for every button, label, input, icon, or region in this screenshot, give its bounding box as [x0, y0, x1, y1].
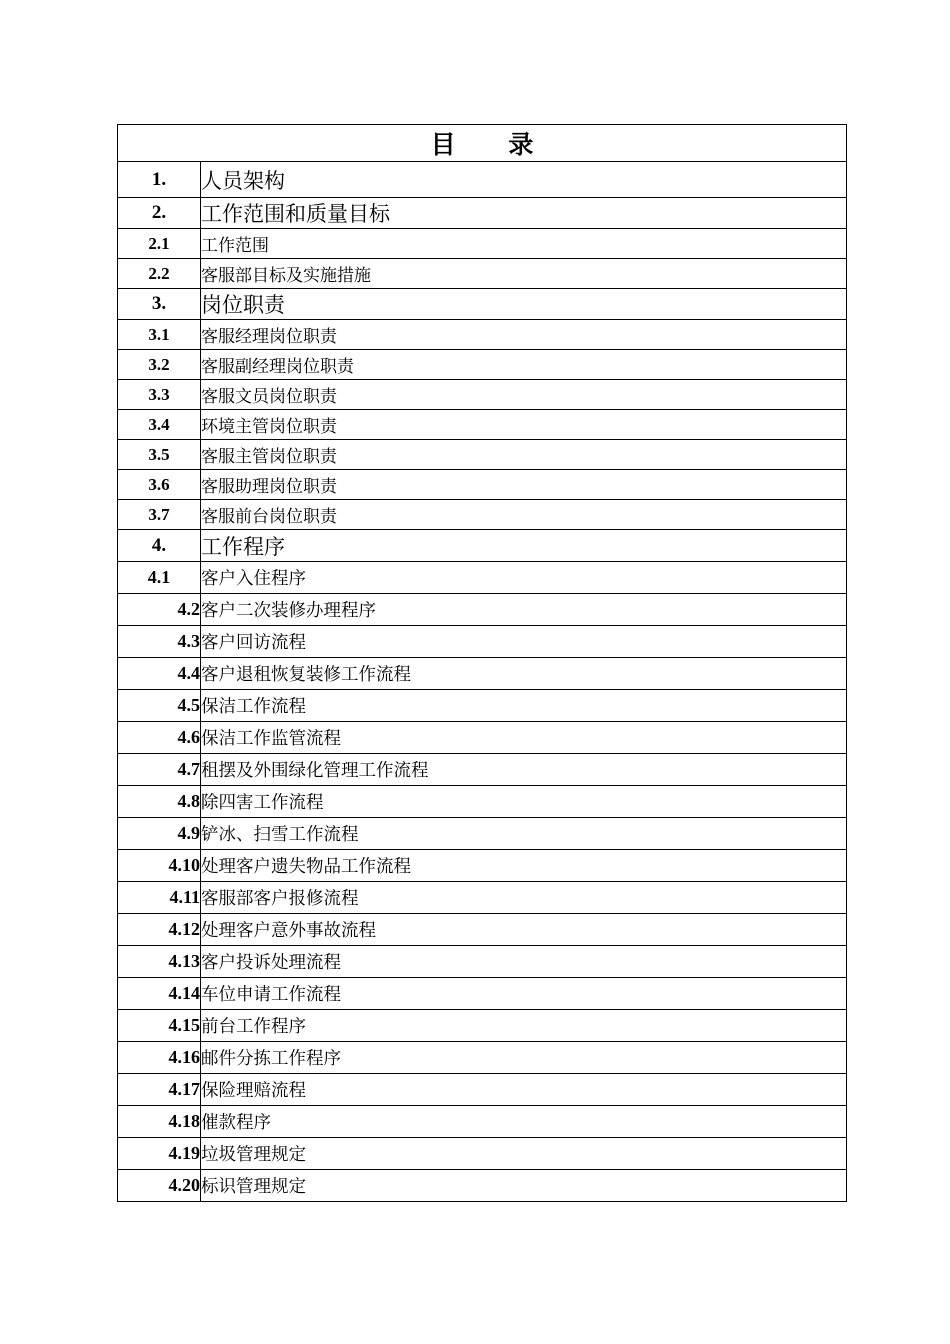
- toc-row[interactable]: [118, 229, 847, 259]
- toc-entry[interactable]: 客户二次装修办理程序: [201, 594, 847, 626]
- toc-number: 4.9: [118, 818, 201, 850]
- toc-row[interactable]: [118, 1042, 847, 1074]
- toc-row[interactable]: [118, 754, 847, 786]
- toc-number: 4.17: [118, 1074, 201, 1106]
- toc-row[interactable]: [118, 562, 847, 594]
- toc-number: 4.13: [118, 946, 201, 978]
- toc-row[interactable]: [118, 410, 847, 440]
- toc-number: 4.20: [118, 1170, 201, 1202]
- table-of-contents: [117, 124, 847, 1202]
- toc-row[interactable]: [118, 1010, 847, 1042]
- toc-number: 4.7: [118, 754, 201, 786]
- toc-entry[interactable]: 除四害工作流程: [201, 786, 847, 818]
- toc-entry[interactable]: 人员架构: [201, 162, 847, 198]
- toc-row[interactable]: [118, 946, 847, 978]
- toc-title-row: [118, 125, 847, 162]
- toc-number: 3.5: [118, 440, 201, 470]
- toc-entry[interactable]: 保洁工作监管流程: [201, 722, 847, 754]
- toc-entry[interactable]: 客服主管岗位职责: [201, 440, 847, 470]
- toc-number: 4.16: [118, 1042, 201, 1074]
- toc-number: 4.11: [118, 882, 201, 914]
- toc-entry[interactable]: 客户退租恢复装修工作流程: [201, 658, 847, 690]
- toc-entry[interactable]: 客户入住程序: [201, 562, 847, 594]
- toc-row[interactable]: [118, 1074, 847, 1106]
- toc-entry[interactable]: 处理客户意外事故流程: [201, 914, 847, 946]
- toc-number: 4.12: [118, 914, 201, 946]
- toc-entry[interactable]: 客户投诉处理流程: [201, 946, 847, 978]
- toc-row[interactable]: [118, 594, 847, 626]
- toc-number: 4.10: [118, 850, 201, 882]
- toc-number: 4.18: [118, 1106, 201, 1138]
- toc-entry[interactable]: 工作程序: [201, 530, 847, 562]
- toc-entry[interactable]: 客服经理岗位职责: [201, 320, 847, 350]
- toc-number: 4.: [118, 530, 201, 562]
- toc-row[interactable]: [118, 914, 847, 946]
- toc-row[interactable]: [118, 1170, 847, 1202]
- toc-number: 4.15: [118, 1010, 201, 1042]
- toc-row[interactable]: [118, 500, 847, 530]
- toc-number: 4.2: [118, 594, 201, 626]
- toc-entry[interactable]: 工作范围和质量目标: [201, 198, 847, 229]
- toc-number: 1.: [118, 162, 201, 198]
- toc-entry[interactable]: 客服副经理岗位职责: [201, 350, 847, 380]
- toc-row[interactable]: [118, 658, 847, 690]
- toc-entry[interactable]: 前台工作程序: [201, 1010, 847, 1042]
- toc-number: 3.7: [118, 500, 201, 530]
- toc-row[interactable]: [118, 722, 847, 754]
- toc-number: 2.: [118, 198, 201, 229]
- toc-entry[interactable]: 岗位职责: [201, 289, 847, 320]
- toc-row[interactable]: [118, 162, 847, 198]
- toc-number: 4.6: [118, 722, 201, 754]
- toc-row[interactable]: [118, 882, 847, 914]
- toc-row[interactable]: [118, 818, 847, 850]
- toc-number: 4.1: [118, 562, 201, 594]
- toc-row[interactable]: [118, 380, 847, 410]
- toc-number: 4.3: [118, 626, 201, 658]
- toc-entry[interactable]: 保洁工作流程: [201, 690, 847, 722]
- toc-number: 3.6: [118, 470, 201, 500]
- toc-number: 4.4: [118, 658, 201, 690]
- toc-number: 4.8: [118, 786, 201, 818]
- toc-entry[interactable]: 客服文员岗位职责: [201, 380, 847, 410]
- toc-number: 2.1: [118, 229, 201, 259]
- toc-entry[interactable]: 保险理赔流程: [201, 1074, 847, 1106]
- toc-entry[interactable]: 客户回访流程: [201, 626, 847, 658]
- toc-number: 4.5: [118, 690, 201, 722]
- toc-row[interactable]: [118, 198, 847, 229]
- toc-row[interactable]: [118, 786, 847, 818]
- toc-number: 4.14: [118, 978, 201, 1010]
- toc-row[interactable]: [118, 1138, 847, 1170]
- toc-entry[interactable]: 催款程序: [201, 1106, 847, 1138]
- toc-row[interactable]: [118, 320, 847, 350]
- toc-entry[interactable]: 客服助理岗位职责: [201, 470, 847, 500]
- toc-entry[interactable]: 环境主管岗位职责: [201, 410, 847, 440]
- toc-number: 3.3: [118, 380, 201, 410]
- toc-row[interactable]: [118, 978, 847, 1010]
- toc-row[interactable]: [118, 1106, 847, 1138]
- toc-row[interactable]: [118, 470, 847, 500]
- toc-row[interactable]: [118, 350, 847, 380]
- toc-entry[interactable]: 客服部目标及实施措施: [201, 259, 847, 289]
- toc-entry[interactable]: 标识管理规定: [201, 1170, 847, 1202]
- toc-entry[interactable]: 垃圾管理规定: [201, 1138, 847, 1170]
- toc-row[interactable]: [118, 850, 847, 882]
- toc-title: 目 录: [118, 125, 847, 162]
- toc-row[interactable]: [118, 259, 847, 289]
- toc-row[interactable]: [118, 440, 847, 470]
- toc-number: 3.2: [118, 350, 201, 380]
- toc-entry[interactable]: 客服部客户报修流程: [201, 882, 847, 914]
- toc-entry[interactable]: 客服前台岗位职责: [201, 500, 847, 530]
- toc-entry[interactable]: 邮件分拣工作程序: [201, 1042, 847, 1074]
- toc-row[interactable]: [118, 626, 847, 658]
- toc-row[interactable]: [118, 530, 847, 562]
- toc-number: 3.1: [118, 320, 201, 350]
- toc-number: 4.19: [118, 1138, 201, 1170]
- toc-number: 3.4: [118, 410, 201, 440]
- toc-entry[interactable]: 租摆及外围绿化管理工作流程: [201, 754, 847, 786]
- toc-entry[interactable]: 处理客户遗失物品工作流程: [201, 850, 847, 882]
- toc-number: 2.2: [118, 259, 201, 289]
- toc-number: 3.: [118, 289, 201, 320]
- toc-entry[interactable]: 车位申请工作流程: [201, 978, 847, 1010]
- toc-row[interactable]: [118, 289, 847, 320]
- toc-entry[interactable]: 工作范围: [201, 229, 847, 259]
- toc-row[interactable]: [118, 690, 847, 722]
- toc-entry[interactable]: 铲冰、扫雪工作流程: [201, 818, 847, 850]
